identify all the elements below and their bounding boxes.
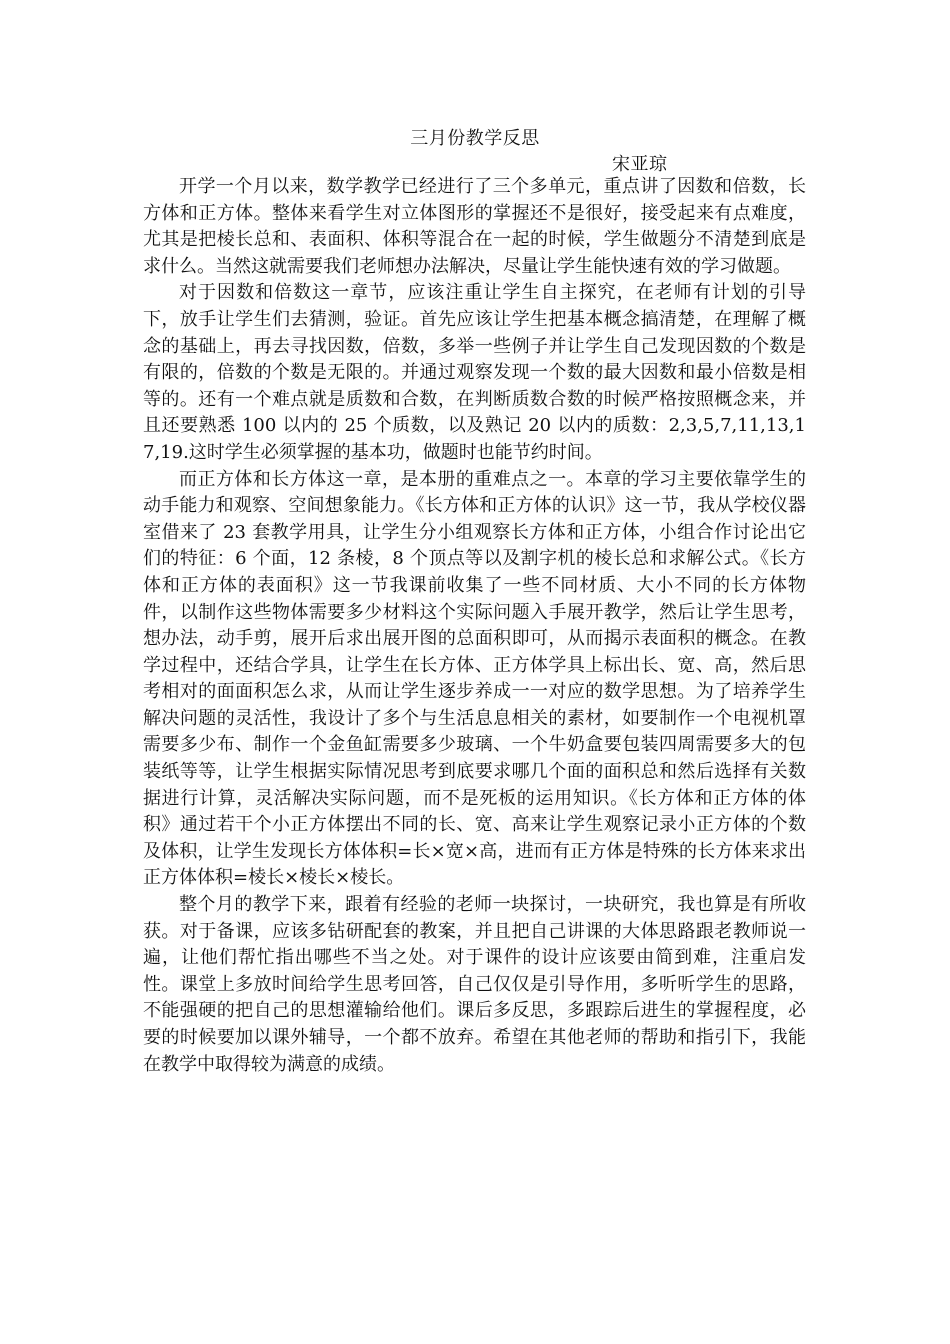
paragraph: 整个月的教学下来，跟着有经验的老师一块探讨，一块研究，我也算是有所收获。对于备课，应该多钻研配套的教案，并且把自己讲课的大体思路跟老教师说一遍，让他们帮忙指出哪些不当之处。对于课件的设计应该要由简到难，注重启发性。课堂上多放时间给学生思考回答，自己仅仅是引导作用，多听听学生的思路，不能强硬的把自己的思想灌输给他们。课后多反思，多跟踪后进生的掌握程度，必要的时候要加以课外辅导，一个都不放弃。希望在其他老师的帮助和指引下，我能在教学中取得较为满意的成绩。 [143, 894, 806, 1075]
document-author: 宋亚琼 [612, 154, 668, 175]
paragraph: 对于因数和倍数这一章节，应该注重让学生自主探究，在老师有计划的引导下，放手让学生们去猜测，验证。首先应该让学生把基本概念搞清楚，在理解了概念的基础上，再去寻找因数，倍数，多举一些例子并让学生自己发现因数的个数是有限的，倍数的个数是无限的。并通过观察发现一个数的最大因数和最小倍数是相等的。还有一个难点就是质数和合数，在判断质数合数的时候严格按照概念来，并且还要熟悉 100 以内的 25 个质数，以及熟记 20 以内的质数：2,3,5,7,11,13,17,19.这时学生必须掌握的基本功，做题时也能节约时间。 [143, 282, 806, 463]
paragraph: 而正方体和长方体这一章，是本册的重难点之一。本章的学习主要依靠学生的动手能力和观察、空间想象能力。《长方体和正方体的认识》这一节，我从学校仪器室借来了 23 套教学用具，让学生分小组观察长方体和正方体，小组合作讨论出它们的特征：6 个面，12 条棱，8 个顶点等以及割字机的棱长总和求解公式。《长方体和正方体的表面积》这一节我课前收集了一些不同材质、大小不同的长方体物件，以制作这些物体需要多少材料这个实际问题入手展开教学，然后让学生思考，想办法，动手剪，展开后求出展开图的总面积即可，从而揭示表面积的概念。在教学过程中，还结合学具，让学生在长方体、正方体学具上标出长、宽、高，然后思考相对的面面积怎么求，从而让学生逐步养成一一对应的数学思想。为了培养学生解决问题的灵活性，我设计了多个与生活息息相关的素材，如要制作一个电视机罩需要多少布、制作一个金鱼缸需要多少玻璃、一个牛奶盒要包装四周需要多大的包装纸等等，让学生根据实际情况思考到底要求哪几个面的面积总和然后选择有关数据进行计算，灵活解决实际问题，而不是死板的运用知识。《长方体和正方体的体积》通过若干个小正方体摆出不同的长、宽、高来让学生观察记录小正方体的个数及体积，让学生发现长方体体积=长×宽×高，进而有正方体是特殊的长方体来求出正方体体积=棱长×棱长×棱长。 [143, 468, 806, 889]
document-body [143, 174, 806, 1078]
paragraph: 开学一个月以来，数学教学已经进行了三个多单元，重点讲了因数和倍数，长方体和正方体。整体来看学生对立体图形的掌握还不是很好，接受起来有点难度，尤其是把棱长总和、表面积、体积等混合在一起的时候，学生做题分不清楚到底是求什么。当然这就需要我们老师想办法解决，尽量让学生能快速有效的学习做题。 [143, 176, 806, 277]
document-title: 三月份教学反思 [410, 128, 540, 149]
